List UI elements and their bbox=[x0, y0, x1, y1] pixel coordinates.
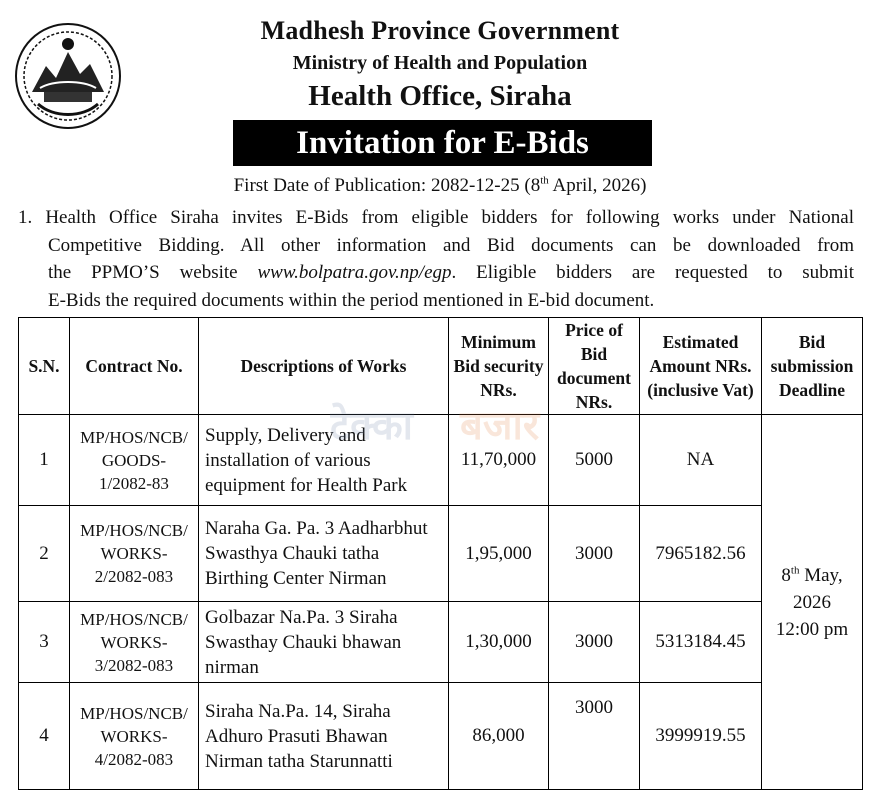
cell-description: Siraha Na.Pa. 14, Siraha Adhuro Prasuti Bhawan Nirman tatha Starunnatti bbox=[199, 683, 449, 790]
cell-security: 1,30,000 bbox=[449, 602, 549, 683]
table-row bbox=[19, 602, 863, 683]
table-row bbox=[19, 506, 863, 602]
cell-sn: 4 bbox=[19, 683, 70, 790]
cell-estimate: NA bbox=[640, 415, 762, 506]
cell-description: Golbazar Na.Pa. 3 Siraha Swasthay Chauki bhawan nirman bbox=[199, 602, 449, 683]
table-header-row bbox=[19, 318, 863, 415]
header-deadline: Bid submission Deadline bbox=[762, 318, 863, 415]
cell-contract: MP/HOS/NCB/ WORKS- 3/2082-083 bbox=[70, 602, 199, 683]
header-contract: Contract No. bbox=[70, 318, 199, 415]
cell-price: 3000 bbox=[549, 602, 640, 683]
cell-contract: MP/HOS/NCB/ WORKS- 4/2082-083 bbox=[70, 683, 199, 790]
notice-title: Invitation for E-Bids bbox=[233, 120, 652, 166]
cell-estimate: 7965182.56 bbox=[640, 506, 762, 602]
header-description: Descriptions of Works bbox=[199, 318, 449, 415]
cell-security: 1,95,000 bbox=[449, 506, 549, 602]
cell-sn: 1 bbox=[19, 415, 70, 506]
svg-text:टेक्का: टेक्का bbox=[330, 403, 414, 449]
cell-estimate: 5313184.45 bbox=[640, 602, 762, 683]
table-row bbox=[19, 683, 863, 790]
bid-table bbox=[18, 317, 863, 790]
cell-security: 86,000 bbox=[449, 683, 549, 790]
publication-date: First Date of Publication: 2082-12-25 (8th April, 2026) bbox=[233, 174, 647, 196]
header-price: Price of Bid document NRs. bbox=[549, 318, 640, 415]
notice-line-3: the PPMO’S website www.bolpatra.gov.np/egp. Eligible bidders are requested to submit bbox=[48, 262, 854, 283]
svg-text:बजार: बजार bbox=[460, 403, 540, 449]
notice-line-4: E-Bids the required documents within the period mentioned in E-bid document. bbox=[48, 289, 655, 311]
notice-paragraph bbox=[18, 204, 854, 314]
cell-price: 3000 bbox=[549, 683, 640, 790]
table-row bbox=[19, 415, 863, 506]
header-estimate: Estimated Amount NRs. (inclusive Vat) bbox=[640, 318, 762, 415]
notice-line-1: 1. Health Office Siraha invites E-Bids from eligible bidders for following works under National bbox=[18, 207, 854, 228]
cell-price: 5000 bbox=[549, 415, 640, 506]
government-name: Madhesh Province Government bbox=[260, 16, 620, 45]
cell-estimate: 3999919.55 bbox=[640, 683, 762, 790]
notice-line-2: Competitive Bidding. All other information and Bid documents can be downloaded from bbox=[48, 234, 854, 256]
cell-contract: MP/HOS/NCB/ GOODS- 1/2082-83 bbox=[70, 415, 199, 506]
header-security: Minimum Bid security NRs. bbox=[449, 318, 549, 415]
office-name: Health Office, Siraha bbox=[308, 80, 572, 112]
cell-description: Supply, Delivery and installation of various equipment for Health Park bbox=[199, 415, 449, 506]
cell-contract: MP/HOS/NCB/ WORKS- 2/2082-083 bbox=[70, 506, 199, 602]
ministry-name: Ministry of Health and Population bbox=[292, 52, 588, 74]
cell-sn: 2 bbox=[19, 506, 70, 602]
header-sn: S.N. bbox=[19, 318, 70, 415]
cell-sn: 3 bbox=[19, 602, 70, 683]
bolpatra-link[interactable]: www.bolpatra.gov.np/egp bbox=[257, 262, 452, 283]
cell-security: 11,70,000 bbox=[449, 415, 549, 506]
government-emblem-icon bbox=[14, 22, 122, 130]
cell-deadline: 8th May, 2026 12:00 pm bbox=[762, 415, 863, 790]
cell-price: 3000 bbox=[549, 506, 640, 602]
cell-description: Naraha Ga. Pa. 3 Aadharbhut Swasthya Chauki tatha Birthing Center Nirman bbox=[199, 506, 449, 602]
